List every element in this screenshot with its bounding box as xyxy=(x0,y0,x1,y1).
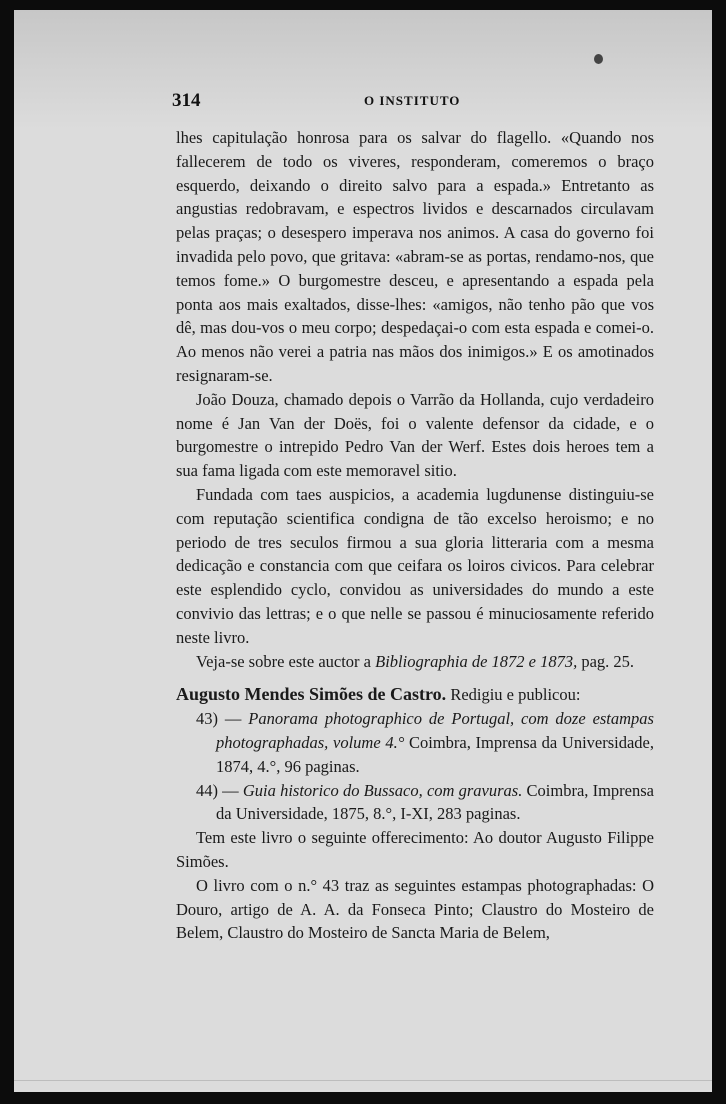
reference-prefix: Veja-se sobre este auctor a xyxy=(196,651,376,671)
note-plates: O livro com o n.° 43 traz as seguintes estampas photographadas: O Douro, artigo de A. A. da Fonseca Pinto; Claustro do Mosteiro de Belem, Claustro do Mosteiro de Sancta Maria de Belem, xyxy=(176,875,654,943)
bibliography-item xyxy=(196,779,654,827)
item-number: 44) — xyxy=(196,780,243,800)
author-entry xyxy=(176,683,654,707)
item-details: Coimbra, Imprensa da Universidade, 1875, 8.°, I-XI, 283 paginas. xyxy=(216,780,654,824)
page-edge xyxy=(14,1080,712,1081)
paragraph-defenders: João Douza, chamado depois o Varrão da Hollanda, cujo verdadeiro nome é Jan Van der Doës, foi o valente defensor da cidade, e o burgomestre o intrepido Pedro Van der Werf. Estes dois heroes tem a sua fama ligada com este memoravel sitio. xyxy=(176,389,654,481)
page-header xyxy=(172,90,672,114)
running-title: O INSTITUTO xyxy=(364,93,461,108)
paragraph-reference xyxy=(176,650,654,674)
item-title: Panorama photographico de Portugal, com doze estampas photographadas, volume 4.° xyxy=(216,709,654,752)
item-number: 43) — xyxy=(196,709,249,729)
ink-spot xyxy=(594,54,603,64)
author-entry-text: Redigiu e publicou: xyxy=(446,685,581,705)
page-number: 314 xyxy=(172,90,201,111)
author-name: Augusto Mendes Simões de Castro. xyxy=(176,684,447,705)
item-details: Coimbra, Imprensa da Universidade, 1874, 4.°, 96 paginas. xyxy=(216,732,655,776)
paragraph-academy: Fundada com taes auspicios, a academia lugdunense distinguiu-se com reputação scientifica condigna de tão excelso heroismo; e no periodo de tres seculos firmou a sua gloria litteraria com a mesma dedicação e constancia com que ceifara os loiros civicos. Para celebrar este esplendido cyclo, convidou as universidades do mundo a este convivio das lettras; e o que nelle se passou é minuciosamente referido neste livro. xyxy=(176,484,654,647)
note-dedication: Tem este livro o seguinte offerecimento: Ao doutor Augusto Filippe Simões. xyxy=(176,828,654,871)
page-text xyxy=(176,126,654,945)
bibliography-item xyxy=(196,707,654,778)
book-page xyxy=(14,10,712,1092)
reference-suffix: pag. 25. xyxy=(577,651,635,671)
item-title: Guia historico do Bussaco, com gravuras. xyxy=(242,780,523,800)
paragraph-siege: lhes capitulação honrosa para os salvar do flagello. «Quando nos fallecerem de todo os viveres, responderam, comeremos o braço esquerdo, deixando o direito salvo para a espada.» Entretanto as angustias redobravam, e espectros lividos e descarnados circulavam pelas praças; o desespero imperava nos animos. A casa do governo foi invadida pelo povo, que gritava: «abram-se as portas, rendamo-nos, que temos fome.» O burgomestre desceu, e apresentando a espada pela ponta aos mais exaltados, disse-lhes: «amigos, não tenho pão que vos dê, mas dou-vos o meu corpo; despedaçai-o com esta espada e comei-o. Ao menos não verei a patria nas mãos dos inimigos.» E os amotinados resignaram-se. xyxy=(176,128,654,385)
reference-title: Bibliographia de 1872 e 1873, xyxy=(375,651,578,671)
